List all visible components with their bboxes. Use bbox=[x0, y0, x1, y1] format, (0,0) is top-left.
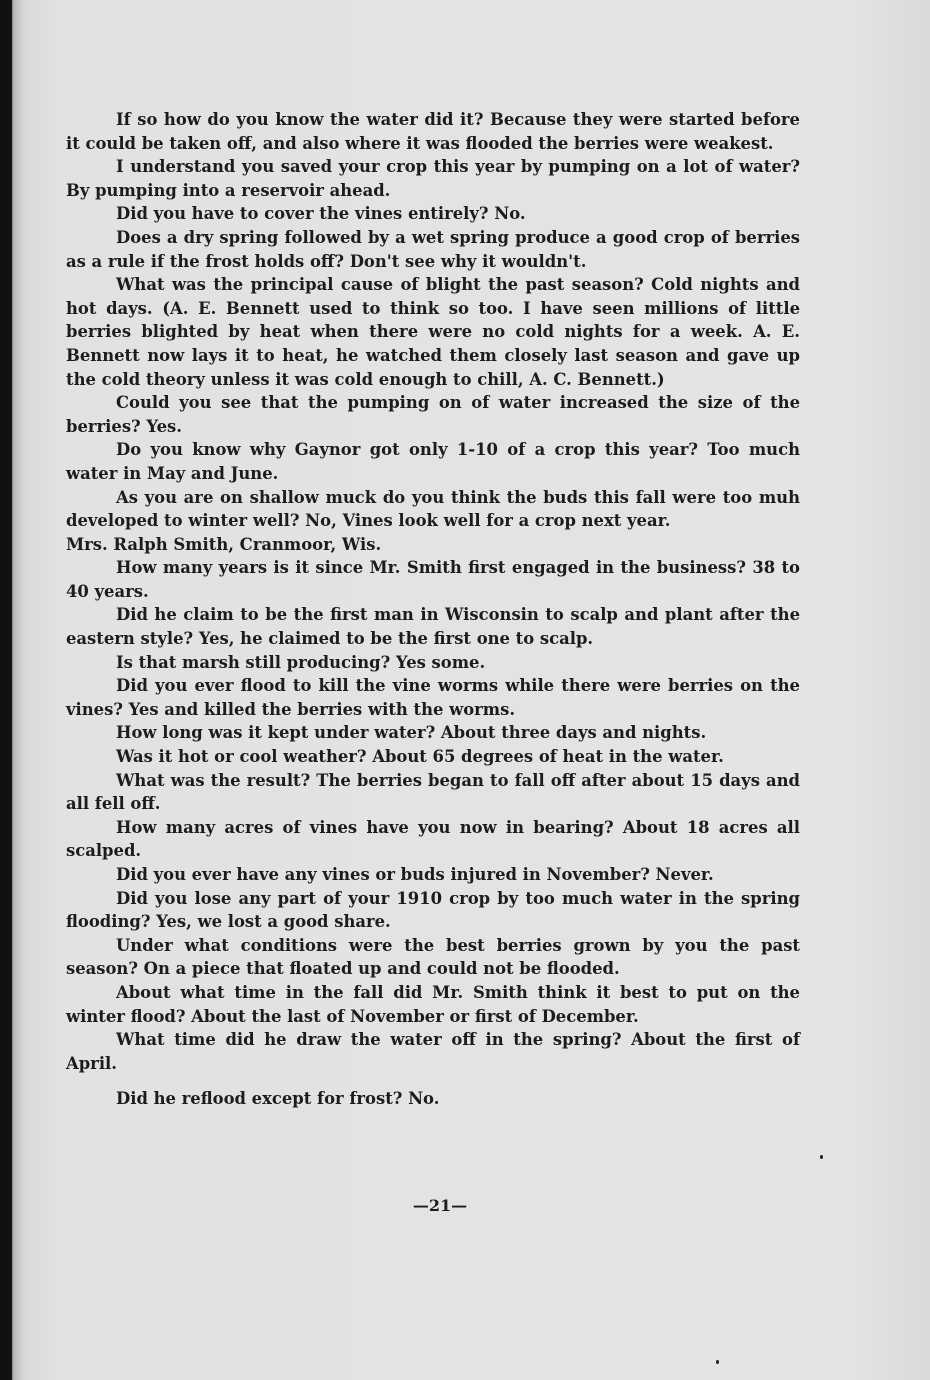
paragraph: How long was it kept under water? About three days and nights. bbox=[116, 723, 707, 743]
paragraph: What was the result? The berries began to fall off after about 15 days and all fell off. bbox=[66, 770, 800, 814]
body-text bbox=[66, 108, 800, 1111]
paragraph: Did he claim to be the first man in Wisconsin to scalp and plant after the eastern style? Yes, he claimed to be the first one to scalp. bbox=[66, 605, 800, 649]
paragraph: What time did he draw the water off in the spring? About the first of April. bbox=[66, 1030, 800, 1073]
ink-speck bbox=[716, 1360, 719, 1364]
interviewee-name: Mrs. Ralph Smith, Cranmoor, Wis. bbox=[66, 534, 382, 554]
paragraph: Was it hot or cool weather? About 65 degrees of heat in the water. bbox=[116, 747, 724, 767]
paragraph: How many acres of vines have you now in bearing? About 18 acres all scalped. bbox=[66, 817, 800, 861]
paragraph: About what time in the fall did Mr. Smith think it best to put on the winter flood? About the last of November or first of December. bbox=[66, 982, 800, 1026]
paragraph: Could you see that the pumping on of water increased the size of the berries? Yes. bbox=[66, 393, 800, 436]
paragraph: Did you ever flood to kill the vine worms while there were berries on the vines? Yes and killed the berries with the worms. bbox=[66, 676, 800, 719]
paragraph: If so how do you know the water did it? Because they were started before it could be taken off, and also where it was flooded the berries were weakest. bbox=[66, 110, 800, 153]
paragraph: As you are on shallow muck do you think the buds this fall were too muh developed to winter well? No, Vines look well for a crop next year. bbox=[66, 487, 800, 531]
book-spine-shadow bbox=[0, 0, 12, 1380]
paragraph: Did you lose any part of your 1910 crop by too much water in the spring flooding? Yes, we lost a good share. bbox=[66, 888, 800, 932]
paragraph: What was the principal cause of blight the past season? Cold nights and hot days. (A. E. Bennett used to think so too. I have seen millions of little berries blighted by heat when there were no cold nights for a week. A. E. Bennett now lays it to heat, he watched them closely last season and gave up the cold theory unless it was cold enough to chill, A. C. Bennett.) bbox=[66, 275, 800, 389]
paragraph: Did you have to cover the vines entirely? No. bbox=[116, 204, 526, 224]
paragraph: Does a dry spring followed by a wet spring produce a good crop of berries as a rule if the frost holds off? Don't see why it wouldn't. bbox=[66, 227, 800, 271]
paragraph: Do you know why Gaynor got only 1-10 of a crop this year? Too much water in May and June. bbox=[66, 440, 800, 483]
ink-speck bbox=[820, 1155, 823, 1159]
paragraph: Is that marsh still producing? Yes some. bbox=[116, 652, 486, 672]
paragraph: I understand you saved your crop this year by pumping on a lot of water? By pumping into a reservoir ahead. bbox=[66, 157, 800, 200]
paragraph: How many years is it since Mr. Smith first engaged in the business? 38 to 40 years. bbox=[66, 558, 800, 601]
page-number: —21— bbox=[412, 1196, 468, 1215]
paragraph: Did you ever have any vines or buds injured in November? Never. bbox=[116, 865, 714, 884]
paragraph: Under what conditions were the best berries grown by you the past season? On a piece that floated up and could not be flooded. bbox=[66, 935, 800, 979]
paragraph: Did he reflood except for frost? No. bbox=[116, 1089, 440, 1109]
